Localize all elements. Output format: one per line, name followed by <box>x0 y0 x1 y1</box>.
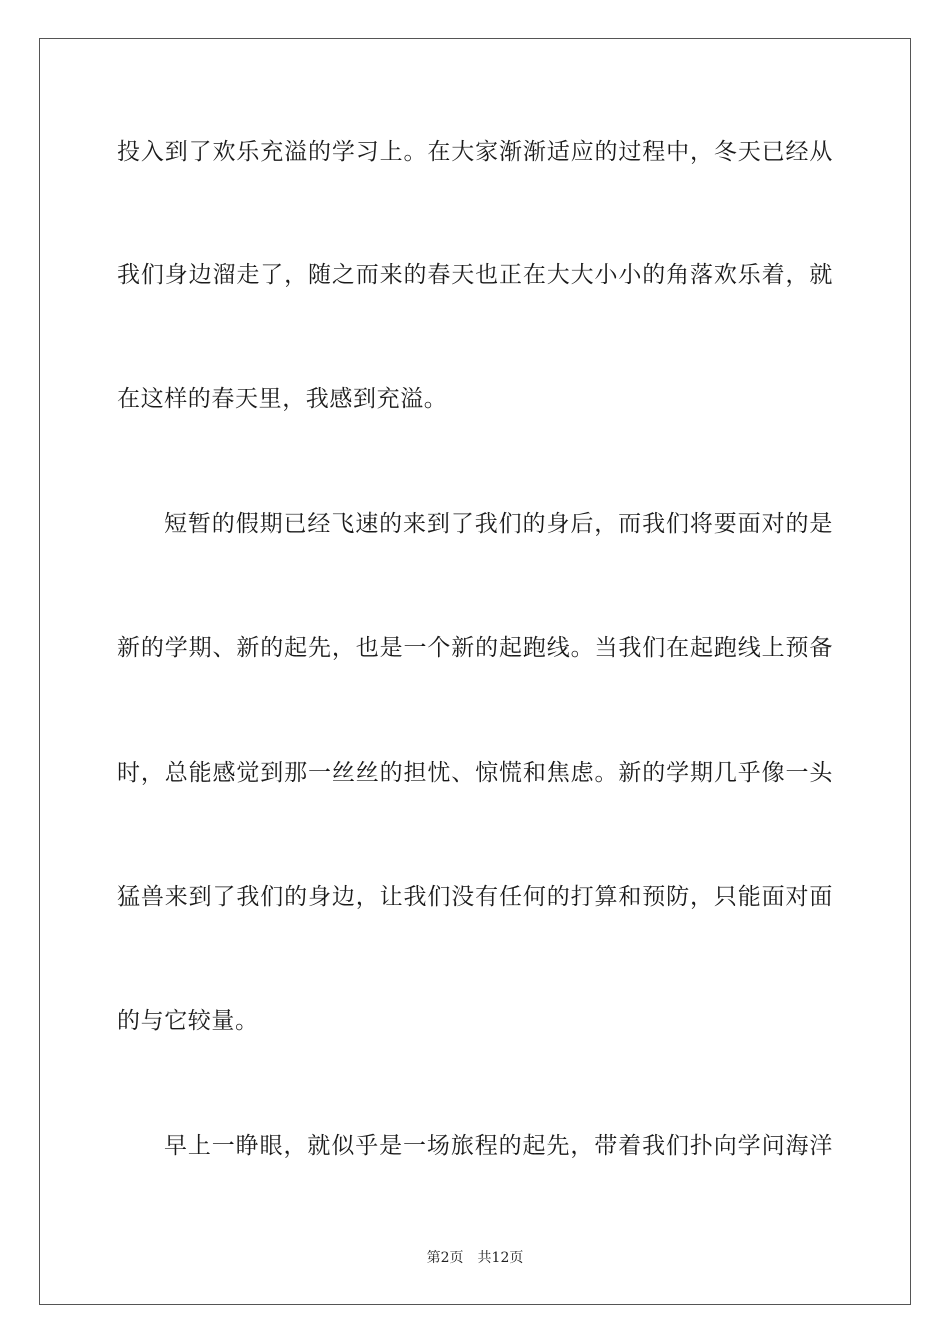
text-line-6: 时，总能感觉到那一丝丝的担忧、惊慌和焦虑。新的学期几乎像一头 <box>117 760 833 786</box>
text-line-2: 我们身边溜走了，随之而来的春天也正在大大小小的角落欢乐着，就 <box>117 262 833 288</box>
text-line-5: 新的学期、新的起先，也是一个新的起跑线。当我们在起跑线上预备 <box>117 635 833 661</box>
text-line-8: 的与它较量。 <box>117 1008 259 1034</box>
text-line-4: 短暂的假期已经飞速的来到了我们的身后，而我们将要面对的是 <box>164 511 833 537</box>
text-line-9: 早上一睁眼，就似乎是一场旅程的起先，带着我们扑向学问海洋 <box>164 1133 833 1159</box>
text-line-7: 猛兽来到了我们的身边，让我们没有任何的打算和预防，只能面对面 <box>117 884 833 910</box>
total-pages: 共12页 <box>477 1250 524 1266</box>
page-number: 第2页 <box>426 1250 464 1266</box>
text-line-3: 在这样的春天里，我感到充溢。 <box>117 386 448 412</box>
text-line-1: 投入到了欢乐充溢的学习上。在大家渐渐适应的过程中，冬天已经从 <box>117 139 833 165</box>
page-border <box>39 38 911 1305</box>
page-footer <box>0 1249 950 1267</box>
